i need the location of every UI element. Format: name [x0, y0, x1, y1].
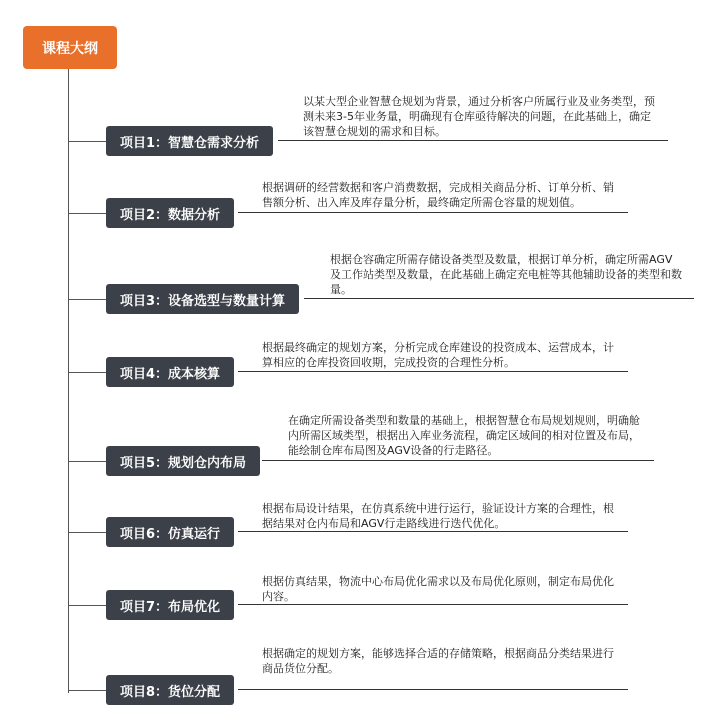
underline-5	[262, 460, 654, 461]
connector-2	[68, 213, 106, 214]
project-node-4-label: 项目4：成本核算	[120, 366, 221, 382]
connector-4	[68, 372, 106, 373]
project-desc-1: 以某大型企业智慧仓规划为背景，通过分析客户所属行业及业务类型，预测未来3-5年业务量，明确现有仓库亟待解决的问题，在此基础上，确定该智慧仓规划的需求和目标。	[303, 95, 655, 138]
project-node-3[interactable]	[106, 284, 299, 314]
project-node-5-label: 项目5：规划仓内布局	[120, 455, 247, 471]
underline-2	[238, 212, 628, 213]
root-node[interactable]	[23, 26, 117, 69]
project-node-8[interactable]	[106, 675, 234, 705]
underline-3	[304, 298, 694, 299]
connector-3	[68, 299, 106, 300]
project-desc-3: 根据仓容确定所需存储设备类型及数量，根据订单分析，确定所需AGV及工作站类型及数量，在此基础上确定充电桩等其他辅助设备的类型和数量。	[330, 253, 682, 296]
underline-7	[238, 604, 628, 605]
project-node-3-label: 项目3：设备选型与数量计算	[120, 293, 286, 309]
project-desc-6: 根据布局设计结果，在仿真系统中进行运行，验证设计方案的合理性，根据结果对仓内布局和AGV行走路线进行迭代优化。	[262, 502, 614, 530]
project-node-6[interactable]	[106, 517, 234, 547]
project-node-1-label: 项目1：智慧仓需求分析	[120, 135, 260, 151]
root-node-label: 课程大纲	[42, 40, 98, 57]
project-desc-2: 根据调研的经营数据和客户消费数据，完成相关商品分析、订单分析、销售额分析、出入库及库存量分析，最终确定所需仓容量的规划值。	[262, 181, 614, 209]
connector-6	[68, 532, 106, 533]
connector-7	[68, 605, 106, 606]
trunk-line	[68, 69, 69, 693]
project-node-7[interactable]	[106, 590, 234, 620]
project-node-6-label: 项目6：仿真运行	[120, 526, 221, 542]
project-node-8-label: 项目8：货位分配	[120, 684, 221, 700]
connector-1	[68, 141, 106, 142]
project-node-2[interactable]	[106, 198, 234, 228]
connector-8	[68, 690, 106, 691]
project-node-4[interactable]	[106, 357, 234, 387]
underline-1	[278, 140, 668, 141]
underline-6	[238, 531, 628, 532]
underline-8	[238, 689, 628, 690]
underline-4	[238, 371, 628, 372]
project-desc-7: 根据仿真结果，物流中心布局优化需求以及布局优化原则，制定布局优化内容。	[262, 575, 614, 603]
project-node-1[interactable]	[106, 126, 273, 156]
project-desc-4: 根据最终确定的规划方案，分析完成仓库建设的投资成本、运营成本，计算相应的仓库投资回收期，完成投资的合理性分析。	[262, 341, 614, 369]
project-node-5[interactable]	[106, 446, 260, 476]
project-desc-8: 根据确定的规划方案，能够选择合适的存储策略，根据商品分类结果进行商品货位分配。	[262, 647, 614, 675]
connector-5	[68, 461, 106, 462]
project-node-2-label: 项目2：数据分析	[120, 207, 221, 223]
project-node-7-label: 项目7：布局优化	[120, 599, 221, 615]
project-desc-5: 在确定所需设备类型和数量的基础上，根据智慧仓布局规划规则，明确舱内所需区域类型，根据出入库业务流程，确定区域间的相对位置及布局，能绘制仓库布局图及AGV设备的行走路径。	[288, 414, 640, 457]
